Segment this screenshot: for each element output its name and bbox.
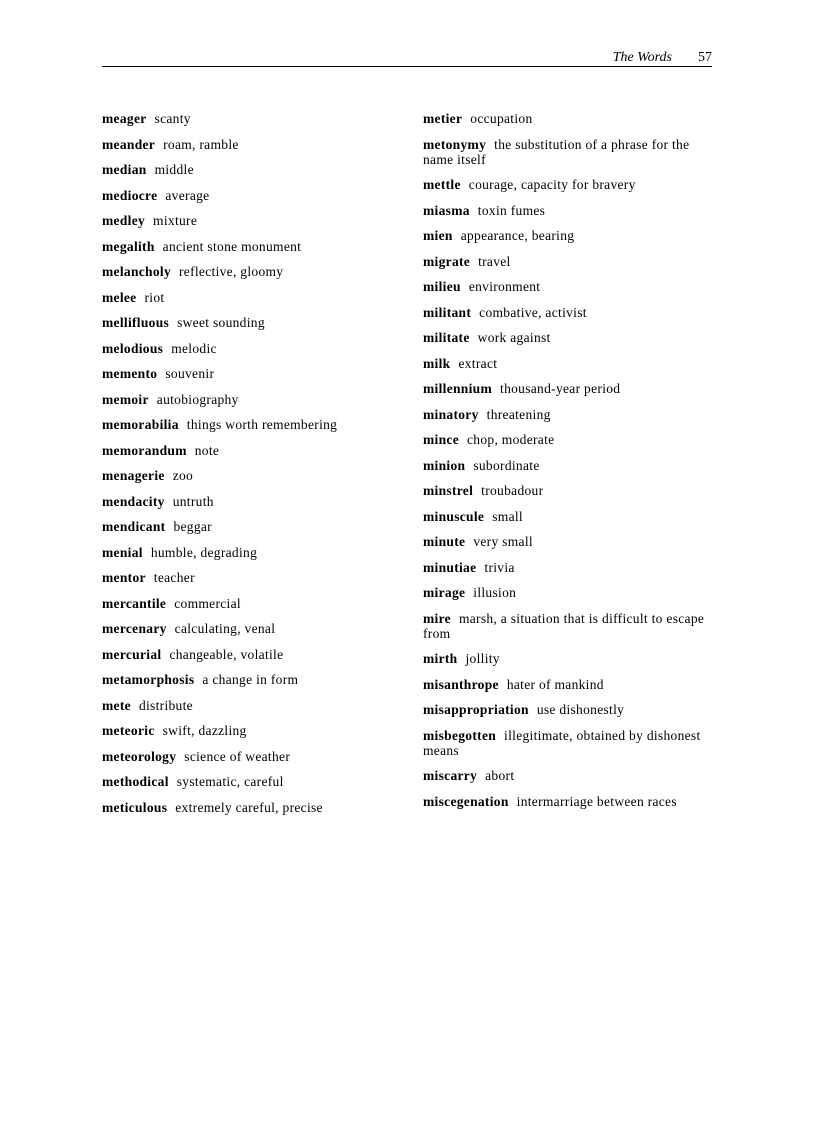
- glossary-entry: [102, 188, 402, 203]
- glossary-entry: [423, 330, 723, 345]
- entry-word: meteorology: [102, 748, 177, 764]
- entry-definition: riot: [144, 289, 165, 305]
- glossary-entry: [102, 264, 402, 279]
- entry-word: medley: [102, 213, 146, 228]
- glossary-entry: [423, 794, 723, 809]
- glossary-entry: [102, 162, 402, 177]
- entry-word: megalith: [102, 238, 155, 254]
- entry-definition: occupation: [470, 111, 533, 126]
- entry-definition: threatening: [486, 406, 551, 422]
- entry-definition: untruth: [172, 493, 214, 509]
- entry-definition: zoo: [172, 468, 194, 483]
- entry-definition: combative, activist: [479, 304, 587, 320]
- entry-definition: work against: [477, 330, 551, 345]
- entry-definition: thousand-year period: [500, 381, 621, 396]
- entry-word: militate: [423, 330, 470, 345]
- glossary-entry: [423, 407, 723, 422]
- entry-definition: roam, ramble: [163, 136, 239, 152]
- glossary-entry: [102, 213, 402, 228]
- entry-definition: science of weather: [184, 748, 291, 764]
- entry-definition: illusion: [473, 585, 517, 600]
- entry-word: minutiae: [423, 559, 477, 575]
- entry-definition: chop, moderate: [467, 432, 555, 447]
- entry-word: memoir: [102, 391, 149, 407]
- entry-word: memorabilia: [102, 417, 179, 432]
- left-column: [102, 111, 402, 825]
- entry-definition: beggar: [173, 519, 212, 534]
- glossary-entry: [102, 111, 402, 126]
- glossary-entry: [423, 356, 723, 371]
- entry-word: misbegotten: [423, 727, 497, 743]
- glossary-entry: [102, 443, 402, 458]
- entry-definition: troubadour: [481, 483, 544, 498]
- entry-word: melee: [102, 289, 137, 305]
- entry-word: minatory: [423, 406, 479, 422]
- entry-definition: teacher: [153, 570, 195, 585]
- glossary-entry: [423, 432, 723, 447]
- entry-definition: systematic, careful: [176, 774, 284, 789]
- entry-word: meticulous: [102, 799, 168, 815]
- entry-word: meander: [102, 136, 156, 152]
- entry-word: mendicant: [102, 519, 166, 534]
- glossary-entry: [423, 111, 723, 126]
- entry-word: menagerie: [102, 468, 165, 483]
- glossary-entry: [102, 468, 402, 483]
- entry-definition: ancient stone monument: [162, 238, 302, 254]
- entry-word: misanthrope: [423, 676, 499, 692]
- entry-word: melancholy: [102, 264, 171, 279]
- entry-word: meteoric: [102, 723, 155, 738]
- entry-word: mentor: [102, 570, 146, 585]
- entry-definition: illegitimate, obtained by dishonest means: [423, 727, 701, 758]
- entry-definition: the substitution of a phrase for the name itself: [423, 136, 690, 167]
- glossary-entry: [423, 651, 723, 666]
- entry-word: menial: [102, 544, 143, 560]
- entry-word: millennium: [423, 381, 493, 396]
- entry-definition: extremely careful, precise: [175, 799, 323, 815]
- glossary-entry: [102, 545, 402, 560]
- glossary-entry: [102, 647, 402, 662]
- glossary-entry: [423, 483, 723, 498]
- glossary-entry: [423, 228, 723, 243]
- glossary-entry: [423, 458, 723, 473]
- entry-definition: changeable, volatile: [169, 646, 284, 662]
- running-head: [102, 50, 712, 67]
- glossary-entry: [423, 611, 723, 641]
- entry-definition: souvenir: [165, 366, 215, 381]
- entry-word: mete: [102, 697, 131, 713]
- glossary-entry: [423, 137, 723, 167]
- entry-word: mellifluous: [102, 315, 170, 330]
- entry-definition: things worth remembering: [186, 417, 338, 432]
- entry-definition: abort: [485, 768, 515, 783]
- entry-word: migrate: [423, 253, 471, 269]
- entry-word: mediocre: [102, 187, 158, 203]
- entry-word: memento: [102, 366, 158, 381]
- entry-definition: subordinate: [473, 457, 540, 473]
- entry-word: mercurial: [102, 646, 162, 662]
- glossary-entry: [102, 315, 402, 330]
- entry-definition: jollity: [465, 651, 500, 666]
- entry-word: minstrel: [423, 483, 474, 498]
- entry-word: milieu: [423, 279, 461, 294]
- entry-definition: commercial: [174, 595, 241, 611]
- entry-definition: humble, degrading: [150, 544, 258, 560]
- entry-word: meager: [102, 111, 147, 126]
- entry-word: miscarry: [423, 768, 478, 783]
- glossary-entry: [102, 392, 402, 407]
- entry-word: mercenary: [102, 621, 167, 636]
- entry-definition: courage, capacity for bravery: [468, 177, 636, 192]
- entry-word: misappropriation: [423, 702, 529, 717]
- entry-definition: travel: [478, 253, 511, 269]
- entry-definition: marsh, a situation that is difficult to escape from: [423, 610, 705, 641]
- glossary-entry: [423, 702, 723, 717]
- glossary-entry: [423, 585, 723, 600]
- glossary-entry: [423, 677, 723, 692]
- entry-word: metier: [423, 111, 463, 126]
- entry-definition: small: [492, 508, 523, 524]
- entry-word: mirage: [423, 585, 466, 600]
- entry-definition: extract: [458, 355, 498, 371]
- entry-definition: middle: [154, 162, 194, 177]
- entry-definition: reflective, gloomy: [179, 264, 284, 279]
- glossary-entry: [423, 509, 723, 524]
- entry-definition: swift, dazzling: [162, 723, 247, 738]
- entry-word: mien: [423, 228, 453, 243]
- glossary-entry: [423, 381, 723, 396]
- glossary-entry: [102, 698, 402, 713]
- glossary-entry: [423, 254, 723, 269]
- entry-word: mendacity: [102, 493, 165, 509]
- entry-definition: trivia: [484, 559, 515, 575]
- entry-word: minute: [423, 534, 466, 549]
- glossary-entry: [102, 494, 402, 509]
- glossary-entry: [423, 728, 723, 758]
- entry-word: methodical: [102, 774, 169, 789]
- entry-word: median: [102, 162, 147, 177]
- entry-word: melodious: [102, 340, 164, 356]
- entry-definition: a change in form: [202, 672, 299, 687]
- glossary-entry: [102, 800, 402, 815]
- entry-word: minuscule: [423, 508, 485, 524]
- entry-word: metonymy: [423, 136, 487, 152]
- glossary-entry: [102, 596, 402, 611]
- entry-word: mirth: [423, 651, 458, 666]
- glossary-entry: [423, 305, 723, 320]
- glossary-entry: [102, 749, 402, 764]
- glossary-entry: [423, 768, 723, 783]
- glossary-entry: [423, 177, 723, 192]
- entry-definition: environment: [468, 279, 541, 294]
- entry-definition: intermarriage between races: [516, 793, 677, 809]
- entry-word: miasma: [423, 202, 470, 218]
- entry-definition: sweet sounding: [177, 315, 265, 330]
- glossary-entry: [102, 570, 402, 585]
- entry-definition: use dishonestly: [536, 702, 625, 717]
- entry-definition: very small: [473, 534, 533, 549]
- glossary-entry: [423, 203, 723, 218]
- entry-word: memorandum: [102, 442, 187, 458]
- entry-definition: melodic: [171, 340, 217, 356]
- glossary-entry: [102, 239, 402, 254]
- glossary-entry: [102, 341, 402, 356]
- entry-word: miscegenation: [423, 793, 509, 809]
- entry-definition: mixture: [153, 213, 198, 228]
- entry-word: minion: [423, 457, 466, 473]
- entry-definition: appearance, bearing: [460, 228, 575, 243]
- glossary-entry: [102, 290, 402, 305]
- glossary-entry: [102, 621, 402, 636]
- running-head-title: The Words: [612, 50, 672, 65]
- entry-definition: distribute: [138, 697, 193, 713]
- entry-definition: scanty: [154, 111, 191, 126]
- page-number: 57: [698, 50, 712, 65]
- entry-word: militant: [423, 304, 472, 320]
- entry-definition: calculating, venal: [174, 621, 276, 636]
- entry-word: mettle: [423, 177, 461, 192]
- glossary-entry: [423, 560, 723, 575]
- glossary-entry: [423, 534, 723, 549]
- glossary-entry: [423, 279, 723, 294]
- glossary-entry: [102, 366, 402, 381]
- glossary-entry: [102, 417, 402, 432]
- right-column: [423, 111, 723, 819]
- entry-definition: note: [194, 442, 220, 458]
- glossary-entry: [102, 723, 402, 738]
- entry-definition: autobiography: [156, 391, 239, 407]
- entry-word: mince: [423, 432, 459, 447]
- entry-word: mire: [423, 610, 451, 626]
- glossary-entry: [102, 519, 402, 534]
- entry-word: milk: [423, 355, 451, 371]
- entry-word: mercantile: [102, 595, 167, 611]
- glossary-entry: [102, 774, 402, 789]
- entry-word: metamorphosis: [102, 672, 195, 687]
- entry-definition: toxin fumes: [477, 202, 546, 218]
- entry-definition: hater of mankind: [506, 676, 604, 692]
- entry-definition: average: [165, 187, 210, 203]
- glossary-entry: [102, 137, 402, 152]
- glossary-entry: [102, 672, 402, 687]
